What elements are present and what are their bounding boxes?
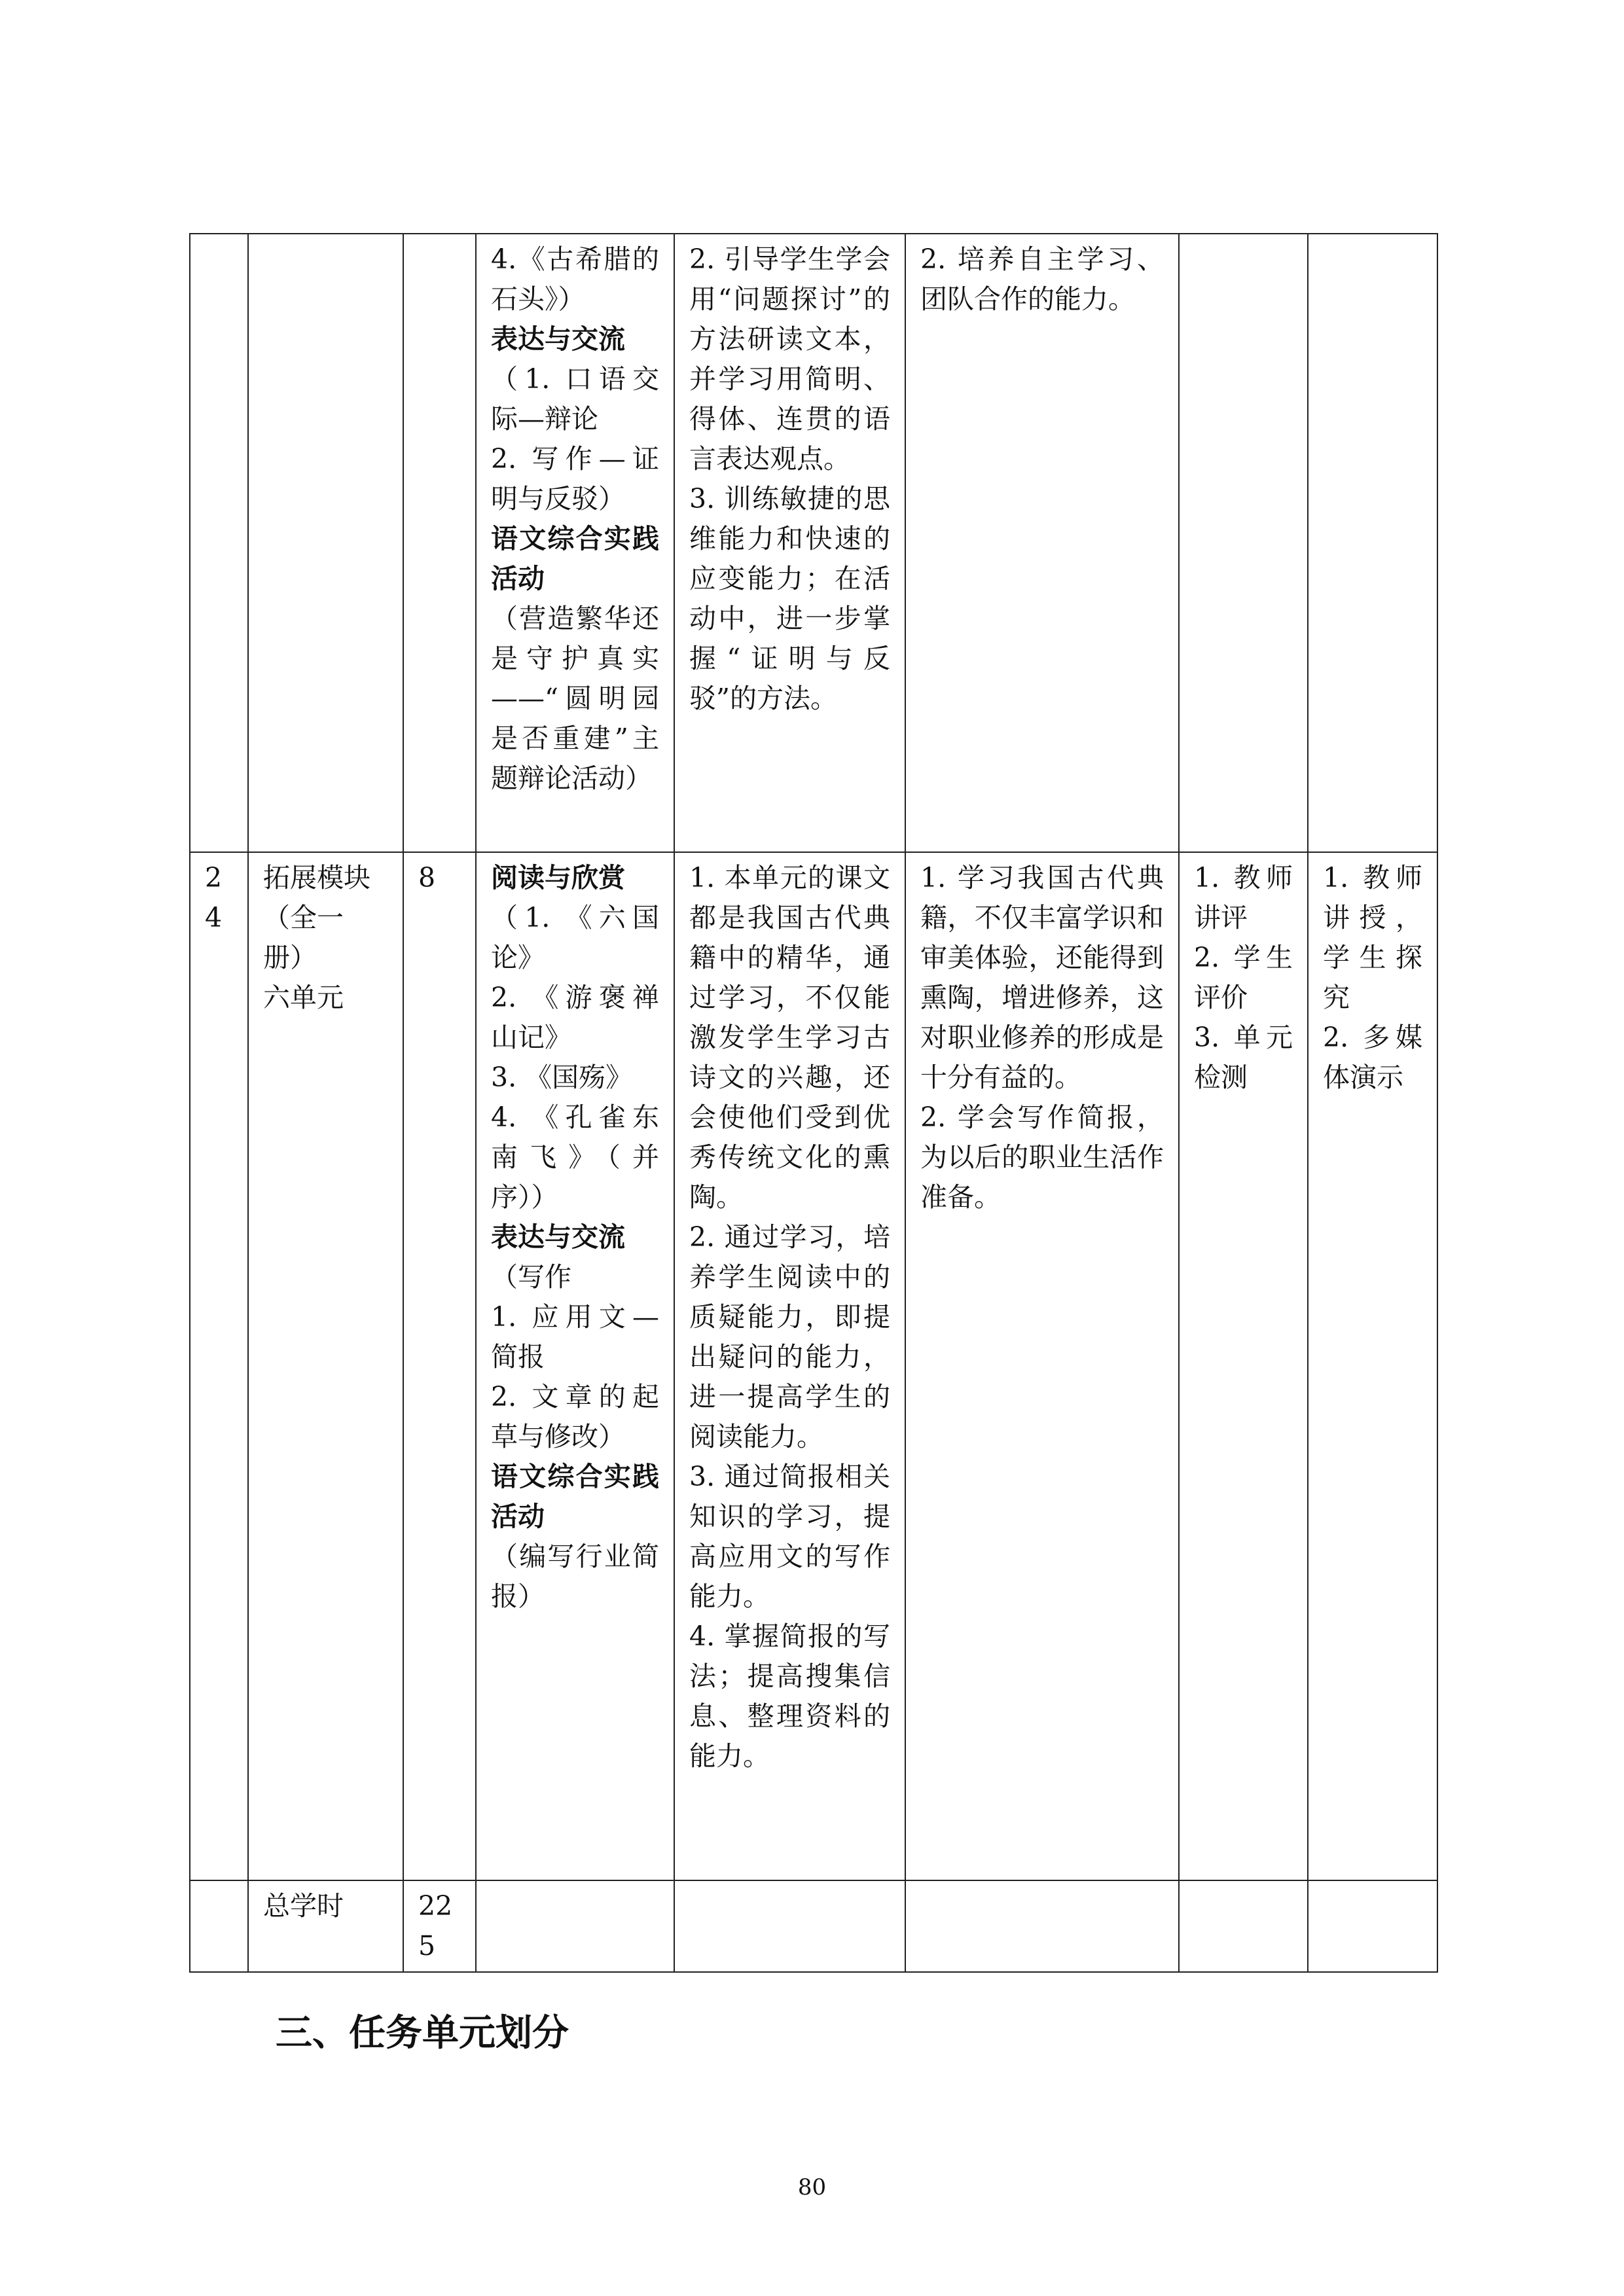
cell-text: 4.《古希腊的石头》） — [491, 243, 659, 315]
cell-text: 1. 学习我国古代典籍，不仅丰富学识和审美体验，还能得到熏陶，增进修养，这对职业修养的形成是十分有益的。 — [920, 862, 1164, 1093]
qualities-cell — [905, 1880, 1179, 1972]
section-label: 语文综合实践活动 — [491, 1461, 659, 1532]
table-row-continuation — [190, 234, 1437, 852]
cell-text: 3. 《国殇》 — [491, 1062, 633, 1093]
cell-text: 1. 教师讲评 — [1194, 862, 1293, 933]
cell-text: （编写行业简报） — [491, 1541, 659, 1612]
evaluation-cell — [1179, 234, 1308, 852]
evaluation-cell — [1179, 1880, 1308, 1972]
methods-cell — [1308, 1880, 1437, 1972]
table-row-total — [190, 1880, 1437, 1972]
cell-text: 2. 引导学生学会用“问题探讨”的方法研读文本，并学习用简明、得体、连贯的语言表达观点。 — [689, 243, 890, 475]
module-line: 册） — [263, 942, 317, 973]
qualities-cell — [905, 234, 1179, 852]
section-heading: 三、任务单元划分 — [276, 2012, 569, 2054]
cell-text: 2. 多媒体演示 — [1323, 1022, 1422, 1093]
cell-text: 4. 《孔雀东南飞》（并序）） — [491, 1102, 659, 1213]
table-row-24 — [190, 852, 1437, 1880]
methods-cell — [1308, 852, 1437, 1880]
cell-text: 3. 单元检测 — [1194, 1022, 1293, 1093]
qualities-cell — [905, 852, 1179, 1880]
cell-text: 2. 学生评价 — [1194, 942, 1293, 1013]
cell-text: （营造繁华还是守护真实——“圆明园是否重建”主题辩论活动） — [491, 603, 659, 794]
cell-text: 1. 应用文—简报 — [491, 1301, 659, 1372]
section-label: 表达与交流 — [491, 323, 625, 355]
module-line: 六单元 — [263, 982, 344, 1013]
objectives-cell — [674, 234, 905, 852]
curriculum-table — [189, 233, 1438, 1973]
module-line: 拓展模块 — [263, 862, 370, 893]
cell-text: 2. 《游褒禅山记》 — [491, 982, 659, 1053]
content-cell — [476, 852, 674, 1880]
total-hours-value: 225 — [403, 1880, 476, 1972]
cell-text: 2. 写作—证明与反驳） — [491, 443, 659, 514]
objectives-cell — [674, 852, 905, 1880]
hours-cell: 8 — [403, 852, 476, 1880]
cell-text: 1. 教师讲授，学生探究 — [1323, 862, 1422, 1013]
cell-text: 3. 通过简报相关知识的学习，提高应用文的写作能力。 — [689, 1461, 890, 1612]
module-line: （全一 — [263, 902, 344, 933]
section-label: 表达与交流 — [491, 1221, 625, 1253]
page-number: 80 — [797, 2174, 827, 2200]
row-number-cell: 24 — [190, 852, 248, 1880]
section-label: 语文综合实践活动 — [491, 523, 659, 594]
hours-cell — [403, 234, 476, 852]
cell-text: （1. 口语交际—辩论 — [491, 363, 659, 435]
row-number-cell — [190, 234, 248, 852]
content-cell — [476, 1880, 674, 1972]
content-cell — [476, 234, 674, 852]
cell-text: （1. 《六国论》 — [491, 902, 659, 973]
cell-text: 2. 文章的起草与修改） — [491, 1381, 659, 1452]
evaluation-cell — [1179, 852, 1308, 1880]
methods-cell — [1308, 234, 1437, 852]
cell-text: （写作 — [491, 1261, 571, 1293]
module-cell — [248, 234, 403, 852]
cell-text: 2. 培养自主学习、团队合作的能力。 — [920, 243, 1164, 315]
objectives-cell — [674, 1880, 905, 1972]
row-number-cell — [190, 1880, 248, 1972]
section-label: 阅读与欣赏 — [491, 862, 625, 893]
cell-text: 2. 学会写作简报，为以后的职业生活作准备。 — [920, 1102, 1164, 1213]
cell-text: 1. 本单元的课文都是我国古代典籍中的精华，通过学习，不仅能激发学生学习古诗文的兴趣，还会使他们受到优秀传统文化的熏陶。 — [689, 862, 890, 1213]
cell-text: 3. 训练敏捷的思维能力和快速的应变能力；在活动中，进一步掌握“证明与反驳”的方法。 — [689, 483, 890, 714]
cell-text: 4. 掌握简报的写法；提高搜集信息、整理资料的能力。 — [689, 1621, 890, 1772]
total-hours-label: 总学时 — [248, 1880, 403, 1972]
cell-text: 2. 通过学习，培养学生阅读中的质疑能力，即提出疑问的能力，进一提高学生的阅读能力。 — [689, 1221, 890, 1452]
module-cell — [248, 852, 403, 1880]
